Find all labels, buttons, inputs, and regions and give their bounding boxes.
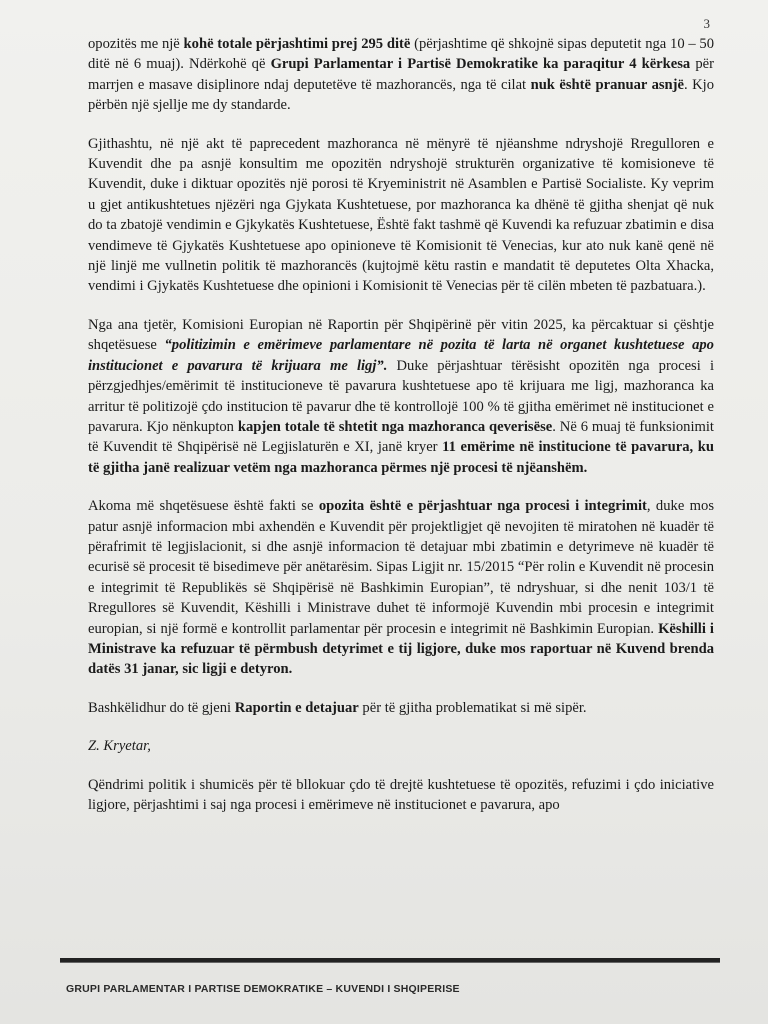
paragraph-rules-change: Gjithashtu, në një akt të paprecedent mazhoranca në mënyrë të njëanshme ndryshojë Rregulloren e Kuvendit dhe pa asnjë konsultim me opozitën ndryshojë strukturën organizative të komisioneve të Kuvendit, duke i diktuar opozitës një porosi të Kryeministrit në Asamblen e Partisë Socialiste. Ky veprim u gjet antikushtetues njëzëri nga Gjykata Kushtetuese, por mazhoranca ka dhënë të gjitha shenjat që nuk do ta zbatojë vendimin e Gjkykatës Kushtetuese, Është fakt tashmë që Kuvendi ka refuzuar zbatimin e disa vendimeve të Gjykatës Kushtetuese apo opinioneve të Komisionit të Venecias, kur ato nuk kanë qenë në një linjë me vullnetin politik të mazhorancës (kujtojmë këtu rastin e mandatit të deputetes Olta Xhacka, vendimi i Gjykatës Kushtetuese dhe opinioni i Komisionit të Venecias për të cilën mbeten të pazbatuara.).: [88, 135, 714, 295]
text-span: për marrjen e masave disiplinore ndaj deputetëve të mazhorancës, nga të cilat: [88, 56, 714, 93]
paragraph-sanctions: [88, 34, 714, 116]
text-span: për të gjitha problematikat si më sipër.: [358, 699, 587, 716]
bold-text: Grupi Parlamentar i Partisë Demokratike ka paraqitur 4 kërkesa: [270, 56, 691, 73]
bold-text: Këshilli i Ministrave ka refuzuar të përmbush detyrimet e tij ligjore, duke mos raportuar në Kuvend brenda datës 31 janar, sic ligji e detyron.: [88, 620, 714, 678]
text-span: (përjashtime që shkojnë sipas deputetit nga 10 – 50 ditë në 6 muaj). Ndërkohë që: [88, 36, 715, 73]
page-number: 3: [703, 16, 710, 31]
paragraph-closing: Qëndrimi politik i shumicës për të bllokuar çdo të drejtë kushtetuese të opozitës, refuzimi i çdo iniciative ligjore, përjashtimi i saj nga procesi i emërimeve në institucionet e pavarura, apo: [88, 776, 714, 813]
document-body: [88, 34, 714, 833]
bold-text: 11 emërime në institucione të pavarura, ku të gjitha janë realizuar vetëm nga mazhoranca përmes një procesi të njëanshëm.: [88, 439, 714, 476]
bold-text: kapjen totale të shtetit nga mazhoranca qeverisëse: [237, 418, 553, 435]
text-span: . Në 6 muaj të funksionimit të Kuvendit të Shqipërisë në Legjislaturën e XI, janë kryer: [88, 418, 714, 456]
bold-text: opozita është e përjashtuar nga procesi i integrimit: [318, 498, 647, 515]
paragraph-eu-report: [88, 315, 714, 478]
text-span: . Kjo përbën një sjellje me dy standarde.: [88, 76, 715, 114]
paragraph-integration: [88, 496, 714, 680]
text-span: opozitës me një: [88, 36, 184, 52]
bold-text: kohë totale përjashtimi prej 295 ditë: [183, 36, 411, 52]
text-span: Nga ana tjetër, Komisioni Europian në Raportin për Shqipërinë për vitin 2025, ka përcaktuar si çështje shqetësuese: [88, 316, 714, 354]
text-span: Bashkëlidhur do të gjeni: [88, 699, 235, 716]
text-span: Duke përjashtuar tërësisht opozitën nga procesi i përzgjedhjes/emërimit të institucioneve të pavarura kushtetuese apo të krijuara me ligj, mazhoranca ka arritur të politizojë çdo institucion të pavarur dhe të kontrollojë 100 % të gjitha emërimet në institucionet e pavarura. Kjo nënkupton: [88, 357, 714, 435]
footer-text: GRUPI PARLAMENTAR I PARTISE DEMOKRATIKE – KUVENDI I SHQIPERISE: [66, 983, 460, 995]
bold-text: Raportin e detajuar: [234, 699, 359, 716]
salutation: Z. Kryetar,: [88, 738, 151, 755]
footer-divider: [60, 958, 720, 963]
bold-text: nuk është pranuar asnjë: [530, 76, 684, 93]
paragraph-attachment: [88, 698, 714, 718]
text-span: , duke mos patur asnjë informacion mbi axhendën e Kuvendit për projektligjet që nevojiten të miratohen në kuadër të përafrimit të legjislacionit, si dhe asnjë informacion të detajuar mbi zbatimin e detyrimeve në kuadër të ecurisë së procesit të bisedimeve për anëtarësim. Sipas Ligjit nr. 15/2015 “Për rolin e Kuvendit në procesin e integrimit të Republikës së Shqipërisë në Bashkimin Europian”, të ndryshuar, si dhe nenit 103/1 të Rregullores së Kuvendit, Këshilli i Ministrave duhet të informojë Kuvendin mbi procesin e integrimit europian, si një formë e kontrollit parlamentar për procesin e integrimit në Bashkimin Europian.: [88, 498, 714, 637]
text-span: Akoma më shqetësuese është fakti se: [88, 498, 319, 515]
bold-italic-quote: “politizimin e emërimeve parlamentare në pozita të larta në organet kushtetuese apo institucionet e pavarura të krijuara me ligj”.: [88, 337, 714, 374]
